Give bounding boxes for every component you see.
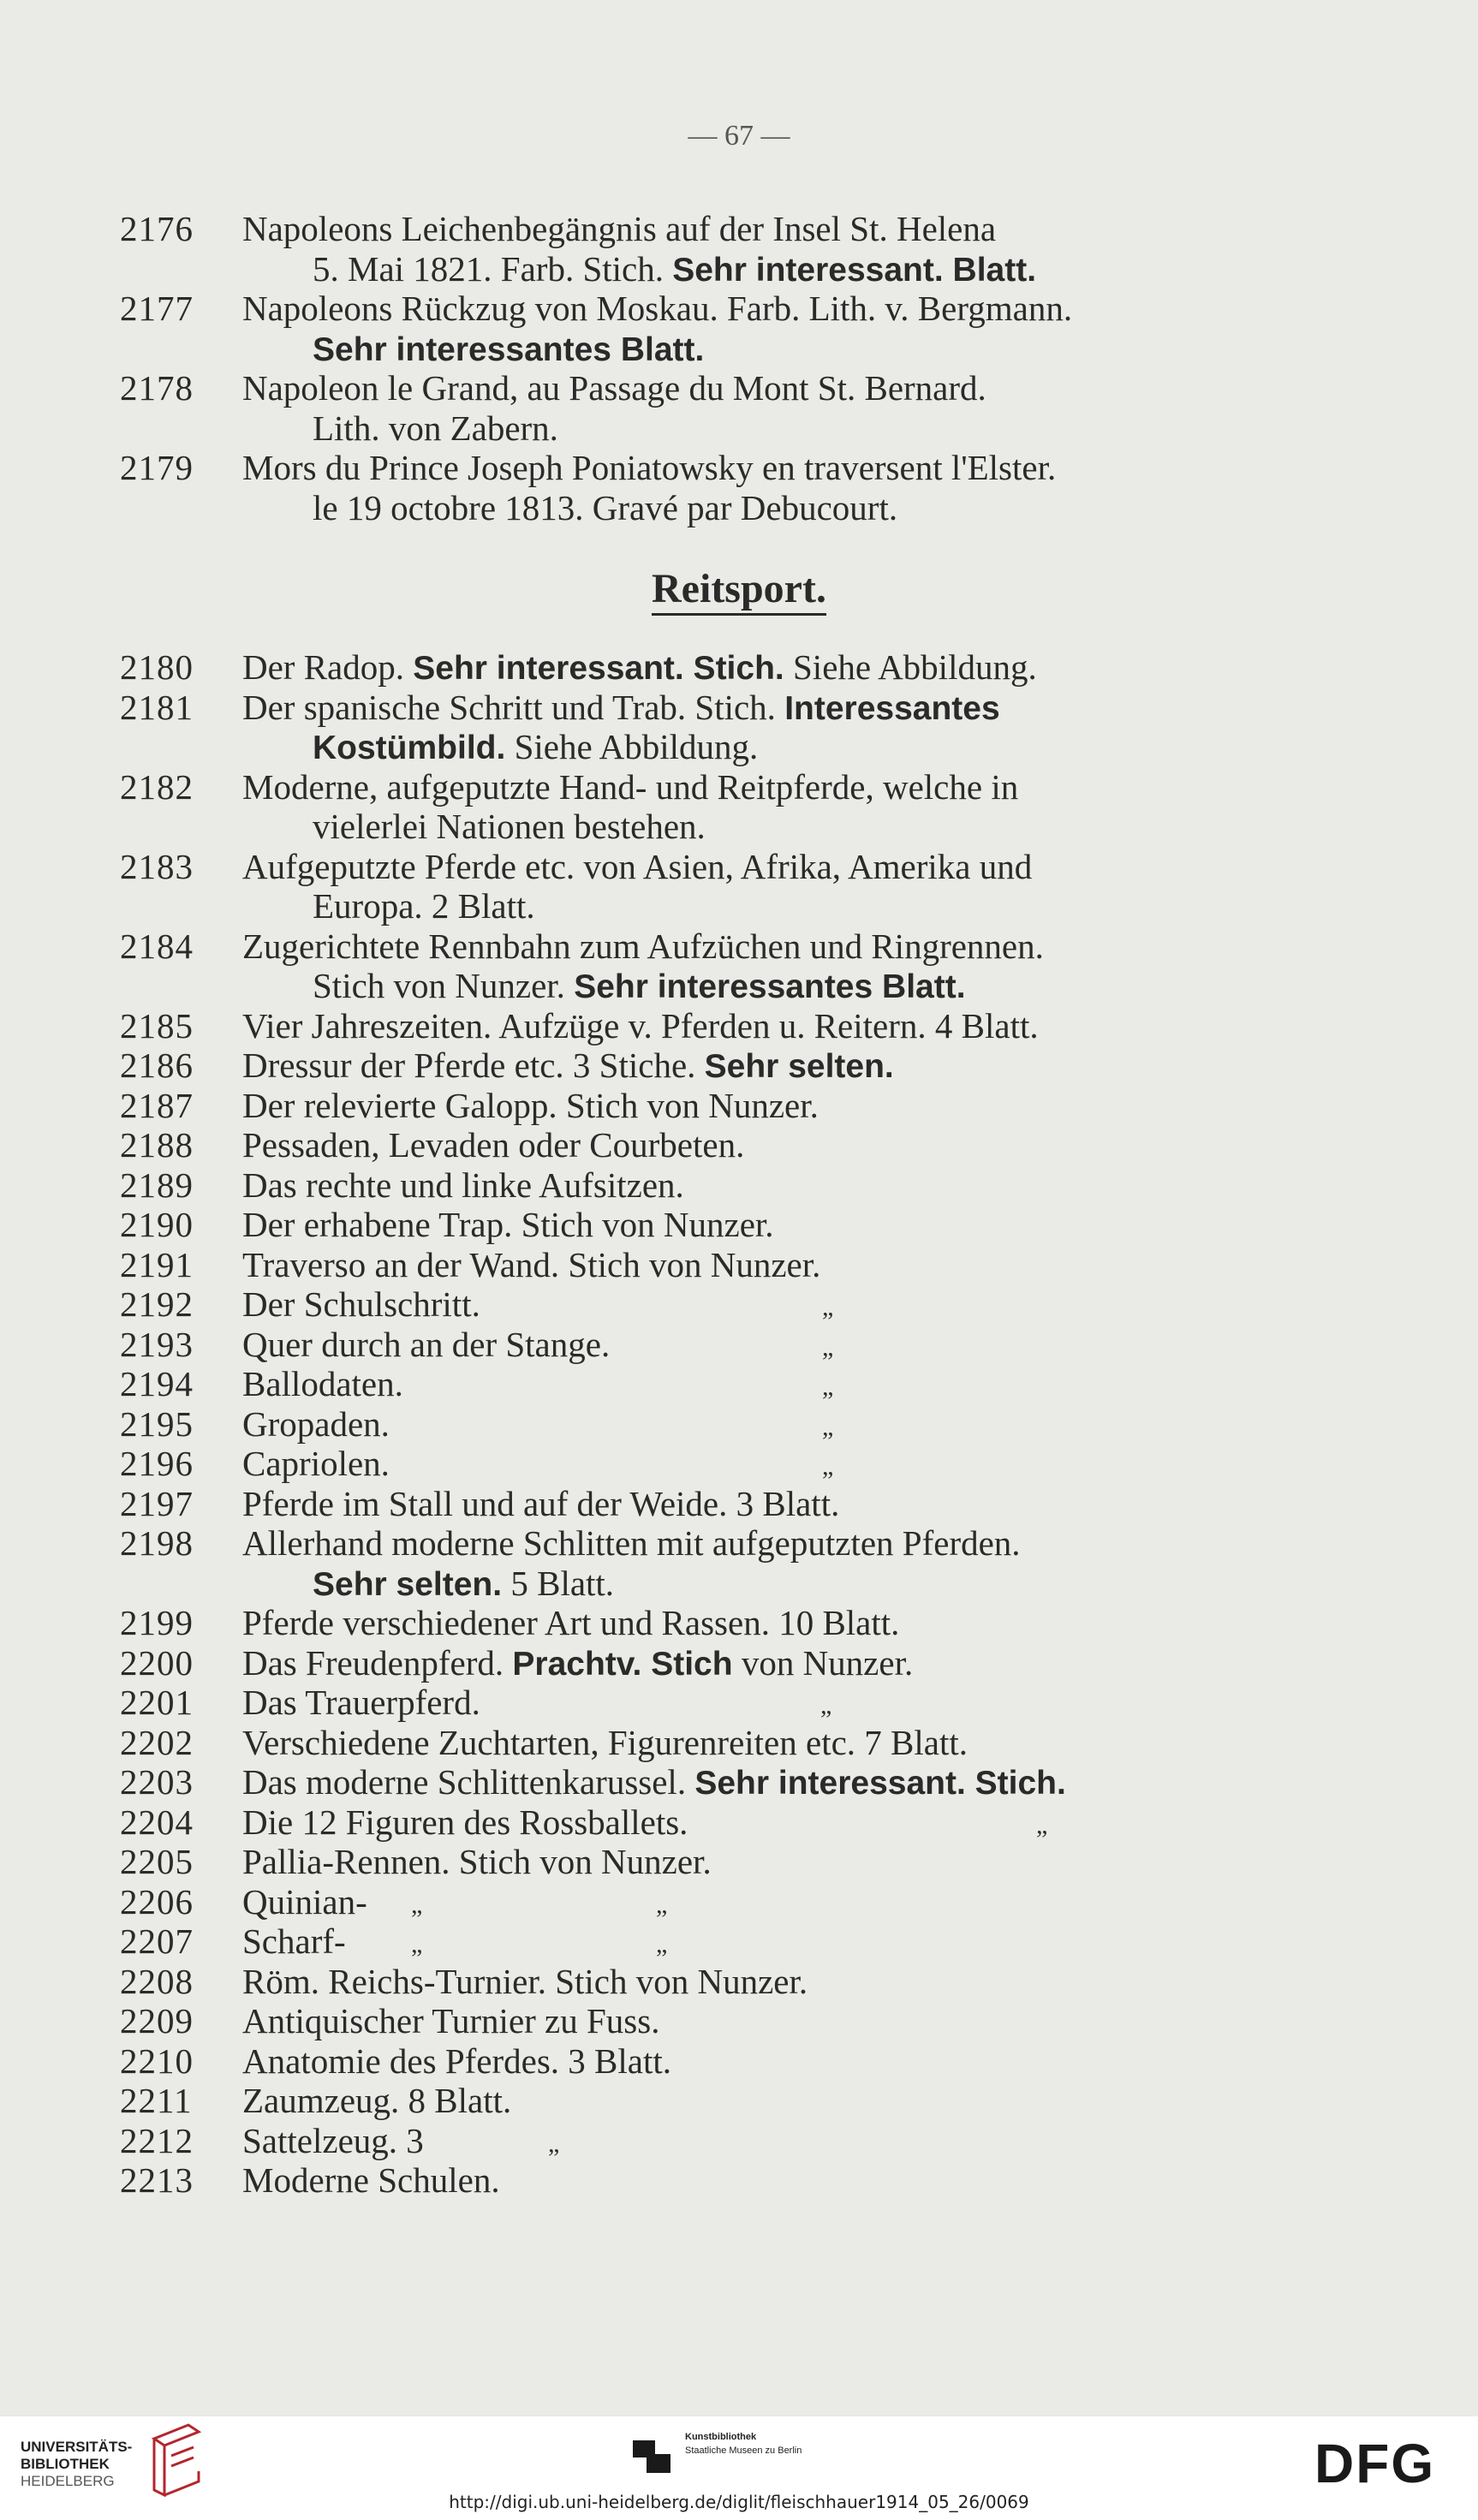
- entry-number: 2179: [120, 448, 194, 487]
- catalog-entry: [0, 2160, 1478, 2201]
- entry-text: Vier Jahreszeiten. Aufzüge v. Pferden u. Reitern. 4 Blatt.: [242, 1005, 1039, 1046]
- entry-text: Anatomie des Pferdes. 3 Blatt.: [242, 2040, 672, 2081]
- ditto-mark: „: [411, 1890, 423, 1919]
- entry-text: Moderne, aufgeputzte Hand- und Reitpferde, welche in: [242, 766, 1019, 807]
- page-number: — 67 —: [688, 120, 790, 152]
- entry-text: Pferde verschiedener Art und Rassen. 10 Blatt.: [242, 1603, 900, 1642]
- ditto-mark: „: [1036, 1810, 1048, 1839]
- entry-line: [242, 2041, 671, 2081]
- ditto-mark: „: [822, 1373, 834, 1401]
- entry-line: [242, 1882, 367, 1921]
- entry-line: [242, 1165, 684, 1205]
- entry-number: 2205: [120, 1842, 194, 1881]
- entry-line: [242, 289, 1072, 328]
- entry-line: [242, 2121, 424, 2160]
- entry-line: [242, 926, 1044, 966]
- entry-line: [242, 1245, 820, 1284]
- entry-text: Traverso an der Wand. Stich von Nunzer.: [242, 1244, 821, 1284]
- entry-line: [313, 408, 558, 448]
- entry-number: 2201: [120, 1683, 194, 1722]
- entry-number: 2192: [120, 1284, 194, 1324]
- catalog-entry: [0, 1921, 1478, 1962]
- entry-line: [313, 329, 704, 370]
- entry-text: Verschiedene Zuchtarten, Figurenreiten etc. 7 Blatt.: [242, 1722, 968, 1762]
- catalog-entry: [0, 2121, 1478, 2161]
- entry-text: Der erhabene Trap. Stich von Nunzer.: [242, 1205, 774, 1244]
- entry-text: Antiquischer Turnier zu Fuss.: [242, 2001, 660, 2040]
- entry-line: [242, 1921, 346, 1961]
- catalog-entry: [0, 2001, 1478, 2041]
- entry-number: 2184: [120, 926, 194, 966]
- entry-text: Gropaden.: [242, 1403, 390, 1444]
- catalog-entry: [0, 767, 1478, 847]
- catalog-entry: [0, 688, 1478, 767]
- catalog-entry: [0, 2041, 1478, 2082]
- catalog-entry: [0, 1802, 1478, 1843]
- catalog-entry: [0, 289, 1478, 368]
- ub-line-1: UNIVERSITÄTS-: [21, 2439, 133, 2455]
- entry-text: Mors du Prince Joseph Poniatowsky en traversent l'Elster.: [242, 448, 1057, 487]
- entry-number: 2202: [120, 1722, 194, 1762]
- ditto-mark: „: [656, 1930, 668, 1958]
- entry-number: 2199: [120, 1603, 194, 1642]
- entry-line: [242, 448, 1056, 487]
- ub-line-2: BIBLIOTHEK: [21, 2456, 110, 2472]
- catalog-entry: [0, 1523, 1478, 1603]
- entry-text: Napoleon le Grand, au Passage du Mont St. Bernard.: [242, 368, 986, 408]
- entry-number: 2178: [120, 368, 194, 408]
- entry-text: vielerlei Nationen bestehen.: [313, 807, 706, 846]
- entry-text: Das Freudenpferd.: [242, 1642, 513, 1683]
- ub-line-3: HEIDELBERG: [21, 2473, 115, 2489]
- catalog-entry: [0, 1762, 1478, 1802]
- entry-number: 2177: [120, 289, 194, 328]
- entry-text-bold: Kostümbild.: [313, 730, 506, 766]
- entry-line: [313, 249, 1036, 290]
- entry-line: [242, 1762, 1066, 1803]
- entry-number: 2208: [120, 1961, 194, 2001]
- entry-text: Sattelzeug. 3: [242, 2120, 424, 2160]
- entry-number: 2187: [120, 1085, 194, 1125]
- ditto-mark: „: [822, 1412, 834, 1441]
- entry-line: [242, 1962, 808, 2001]
- entry-line: [242, 368, 986, 408]
- entry-text: Der spanische Schritt und Trab. Stich.: [242, 687, 785, 727]
- entry-text-bold: Sehr interessant. Stich.: [694, 1765, 1066, 1802]
- entry-text: 5 Blatt.: [502, 1563, 615, 1603]
- entry-number: 2204: [120, 1802, 194, 1842]
- entry-number: 2211: [120, 2081, 193, 2120]
- catalog-entry: [0, 209, 1478, 289]
- catalog-entry: [0, 1842, 1478, 1882]
- entry-line: [242, 1484, 839, 1523]
- catalog-entry: [0, 647, 1478, 688]
- entry-text: Der Schulschritt.: [242, 1284, 480, 1324]
- entry-number: 2198: [120, 1523, 194, 1563]
- entry-line: [242, 2160, 500, 2200]
- ditto-mark: „: [656, 1890, 668, 1919]
- entry-line: [242, 1205, 774, 1244]
- entry-text: Das moderne Schlittenkarussel.: [242, 1762, 695, 1802]
- entry-line: [313, 807, 706, 846]
- entry-text-bold: Sehr interessant. Blatt.: [672, 251, 1037, 289]
- entry-text: Scharf-: [242, 1921, 346, 1961]
- entry-line: [313, 966, 966, 1007]
- ub-heidelberg-logo-icon[interactable]: [146, 2422, 207, 2499]
- entry-number: 2185: [120, 1005, 194, 1046]
- entry-number: 2183: [120, 846, 194, 886]
- entry-line: [242, 1325, 610, 1364]
- section-heading: [0, 565, 1478, 612]
- kb-line-2: Staatliche Museen zu Berlin: [685, 2446, 802, 2456]
- entry-number: 2181: [120, 687, 194, 727]
- entry-number: 2182: [120, 766, 194, 807]
- entry-text-bold: Sehr interessant. Stich.: [413, 650, 784, 687]
- entry-line: [242, 847, 1032, 886]
- entry-number: 2203: [120, 1762, 194, 1802]
- entry-number: 2200: [120, 1642, 194, 1683]
- catalog-entry: [0, 1245, 1478, 1285]
- entry-line: [313, 1564, 614, 1605]
- entry-line: [242, 1404, 390, 1444]
- entry-number: 2180: [120, 647, 194, 687]
- entry-text: Napoleons Rückzug von Moskau. Farb. Lith. v. Bergmann.: [242, 289, 1073, 328]
- entry-number: 2186: [120, 1046, 194, 1085]
- entry-text-bold: Interessantes: [784, 689, 1000, 727]
- ditto-mark: „: [411, 1930, 423, 1958]
- entry-line: [313, 488, 897, 527]
- entry-number: 2210: [120, 2040, 194, 2081]
- catalog-entry: [0, 1205, 1478, 1245]
- ditto-mark: „: [822, 1332, 834, 1361]
- entry-number: 2194: [120, 1364, 194, 1403]
- entry-text: Europa. 2 Blatt.: [313, 886, 535, 926]
- entry-line: [242, 1643, 913, 1684]
- entry-line: [242, 1364, 403, 1403]
- entry-line: [242, 767, 1018, 807]
- kunstbibliothek-logo-icon[interactable]: [629, 2432, 674, 2476]
- entry-line: [242, 1603, 899, 1642]
- entry-text: Dressur der Pferde etc. 3 Stiche.: [242, 1046, 705, 1085]
- entry-number: 2213: [120, 2160, 194, 2200]
- ub-logo-text[interactable]: [21, 2439, 132, 2490]
- entry-line: [242, 1723, 968, 1762]
- catalog-entry: [0, 926, 1478, 1006]
- entry-text: Der relevierte Galopp. Stich von Nunzer.: [242, 1085, 819, 1125]
- entry-line: [242, 2081, 511, 2120]
- catalog-entry: [0, 1643, 1478, 1683]
- entry-line: [313, 886, 535, 926]
- entry-text: Die 12 Figuren des Rossballets.: [242, 1802, 688, 1842]
- entry-text: 5. Mai 1821. Farb. Stich.: [313, 248, 673, 289]
- catalog-entry: [0, 1723, 1478, 1763]
- entry-line: [242, 1046, 894, 1087]
- entry-text: Siehe Abbildung.: [505, 727, 759, 766]
- entry-line: [242, 1444, 390, 1483]
- entry-text: Das Trauerpferd.: [242, 1683, 480, 1722]
- entry-text: Lith. von Zabern.: [313, 408, 558, 448]
- entry-line: [242, 1086, 819, 1125]
- entry-text: Ballodaten.: [242, 1364, 403, 1403]
- catalog-entry: [0, 2081, 1478, 2121]
- entry-text: Zugerichtete Rennbahn zum Aufzüchen und Ringrennen.: [242, 926, 1044, 966]
- ditto-mark: „: [822, 1452, 834, 1480]
- entry-line: [242, 1683, 480, 1722]
- entry-number: 2212: [120, 2120, 194, 2160]
- entry-number: 2193: [120, 1324, 194, 1364]
- entry-line: [242, 1802, 688, 1842]
- entry-text: Pallia-Rennen. Stich von Nunzer.: [242, 1842, 712, 1881]
- entry-text: Napoleons Leichenbegängnis auf der Insel St. Helena: [242, 209, 997, 248]
- entry-text: Aufgeputzte Pferde etc. von Asien, Afrika, Amerika und: [242, 846, 1033, 886]
- entry-text-bold: Sehr interessantes Blatt.: [313, 331, 705, 368]
- entry-text: Capriolen.: [242, 1444, 390, 1483]
- entry-number: 2176: [120, 209, 194, 248]
- entry-text: Quer durch an der Stange.: [242, 1324, 611, 1364]
- catalog-entry: [0, 1882, 1478, 1922]
- entry-number: 2196: [120, 1444, 194, 1483]
- entry-line: [242, 1125, 744, 1165]
- entry-line: [242, 2001, 659, 2040]
- entry-text: von Nunzer.: [732, 1642, 914, 1683]
- entry-text: Pferde im Stall und auf der Weide. 3 Blatt.: [242, 1483, 840, 1523]
- entry-text: Quinian-: [242, 1881, 367, 1921]
- catalog-entry: [0, 1325, 1478, 1365]
- catalog-entry: [0, 1603, 1478, 1643]
- entry-text-bold: Sehr selten.: [313, 1565, 503, 1603]
- entry-number: 2189: [120, 1165, 194, 1205]
- ditto-mark: „: [822, 1293, 834, 1321]
- entry-number: 2195: [120, 1403, 194, 1444]
- catalog-entry: [0, 1125, 1478, 1165]
- entry-text: Das rechte und linke Aufsitzen.: [242, 1165, 684, 1205]
- entry-text: Stich von Nunzer.: [313, 966, 575, 1005]
- entry-number: 2191: [120, 1244, 194, 1284]
- kb-line-1: Kunstbibliothek: [685, 2432, 757, 2442]
- entry-text: Zaumzeug. 8 Blatt.: [242, 2081, 512, 2120]
- entry-line: [242, 1006, 1039, 1046]
- catalog-entry: [0, 448, 1478, 527]
- entry-text-bold: Prachtv. Stich: [512, 1645, 733, 1683]
- entry-line: [242, 209, 996, 248]
- catalog-entry: [0, 1364, 1478, 1404]
- entry-line: [242, 1284, 480, 1324]
- catalog-entry: [0, 1006, 1478, 1046]
- entry-line: [242, 1842, 712, 1881]
- entry-line: [242, 688, 1000, 729]
- section-heading-text: Reitsport.: [652, 566, 826, 616]
- entry-text: Röm. Reichs-Turnier. Stich von Nunzer.: [242, 1961, 808, 2001]
- entry-number: 2207: [120, 1921, 194, 1961]
- entry-text: le 19 octobre 1813. Gravé par Debucourt.: [313, 487, 898, 527]
- entry-text: Allerhand moderne Schlitten mit aufgeputzten Pferden.: [242, 1523, 1021, 1563]
- ditto-mark: „: [820, 1691, 832, 1719]
- catalog-entry: [0, 1046, 1478, 1086]
- entry-text: Moderne Schulen.: [242, 2160, 500, 2200]
- entry-number: 2209: [120, 2001, 194, 2040]
- catalog-entry: [0, 1284, 1478, 1325]
- catalog-entry: [0, 1086, 1478, 1126]
- dfg-logo[interactable]: DFG: [1314, 2433, 1436, 2494]
- catalog-entry: [0, 1962, 1478, 2002]
- entry-number: 2190: [120, 1205, 194, 1244]
- entry-text-bold: Sehr selten.: [704, 1048, 894, 1085]
- entry-line: [242, 647, 1037, 688]
- entry-number: 2206: [120, 1881, 194, 1921]
- catalog-entry: [0, 847, 1478, 926]
- entry-text-bold: Sehr interessantes Blatt.: [574, 968, 966, 1005]
- entry-line: [313, 727, 758, 768]
- entry-number: 2188: [120, 1125, 194, 1165]
- catalog-entry: [0, 1484, 1478, 1524]
- catalog-entry: [0, 1683, 1478, 1723]
- catalog-entry: [0, 368, 1478, 448]
- source-url[interactable]: http://digi.ub.uni-heidelberg.de/diglit/fleischhauer1914_05_26/0069: [449, 2492, 1029, 2512]
- entry-number: 2197: [120, 1483, 194, 1523]
- catalog-entry: [0, 1404, 1478, 1445]
- catalog-entry: [0, 1444, 1478, 1484]
- ditto-mark: „: [548, 2129, 560, 2158]
- entry-text: Siehe Abbildung.: [784, 647, 1037, 687]
- entry-text: Der Radop.: [242, 647, 414, 687]
- entry-line: [242, 1523, 1021, 1563]
- catalog-entry: [0, 1165, 1478, 1206]
- entry-text: Pessaden, Levaden oder Courbeten.: [242, 1125, 745, 1165]
- kunstbibliothek-text: [685, 2430, 802, 2457]
